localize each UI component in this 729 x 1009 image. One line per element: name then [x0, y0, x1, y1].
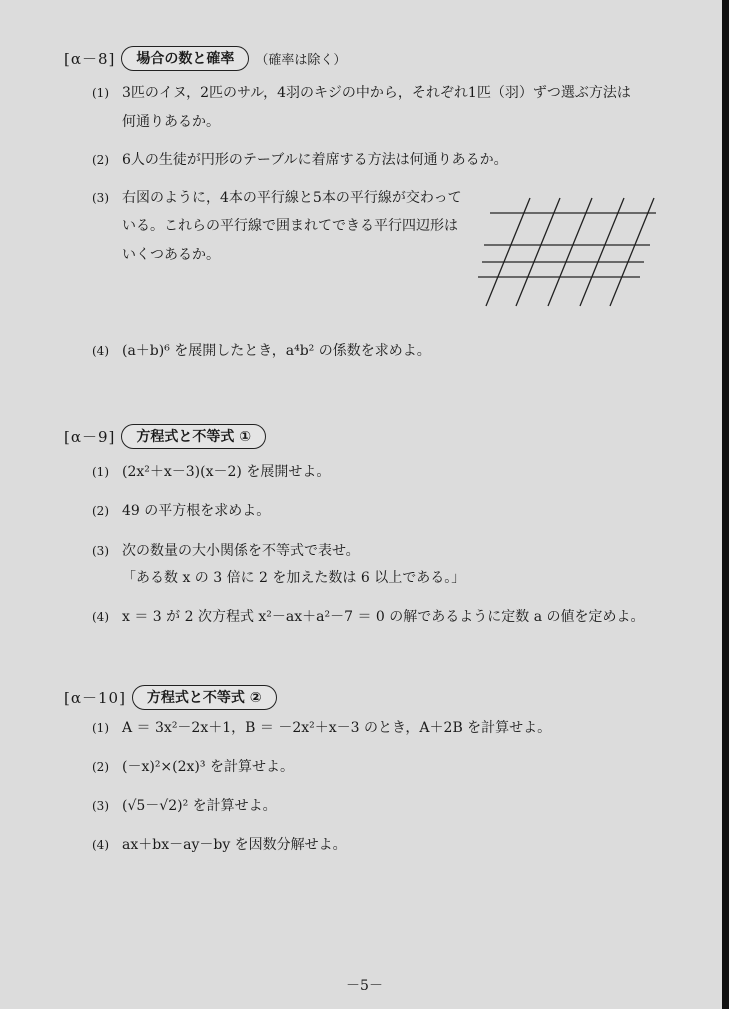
slanted-line	[516, 198, 560, 306]
question-text: 右図のように，4本の平行線と5本の平行線が交わって	[122, 190, 462, 206]
question	[92, 500, 270, 520]
question-number: (3)	[92, 191, 109, 205]
question-text: A ＝ 3x²－2x＋1，B ＝ －2x²＋x－3 のとき，A＋2B を計算せよ。	[122, 720, 552, 736]
slanted-line	[486, 198, 530, 306]
question-text-continued: いる。これらの平行線で囲まれてできる平行四辺形は	[122, 218, 458, 234]
question	[92, 82, 631, 102]
question	[92, 756, 294, 776]
question-text: (a＋b)⁶ を展開したとき，a⁴b² の係数を求めよ。	[122, 343, 431, 359]
question	[92, 795, 277, 815]
question-number: (2)	[92, 504, 109, 518]
question	[92, 540, 360, 560]
section-note: （確率は除く）	[255, 53, 347, 68]
section-heading	[64, 685, 277, 710]
question-number: (1)	[92, 721, 109, 735]
question-text: ax＋bx－ay－by を因数分解せよ。	[122, 837, 347, 853]
question-number: (2)	[92, 153, 109, 167]
section-code: [α－10]	[64, 689, 126, 707]
question-text: 49 の平方根を求めよ。	[122, 503, 271, 519]
slanted-line	[548, 198, 592, 306]
question-text: (2x²＋x－3)(x－2) を展開せよ。	[122, 464, 331, 480]
section-code: [α－8]	[64, 50, 116, 68]
question-number: (2)	[92, 760, 109, 774]
question-text: (√5－√2)² を計算せよ。	[122, 798, 277, 814]
question-number: (3)	[92, 544, 109, 558]
section-title: 場合の数と確率	[121, 46, 249, 71]
question-number: (4)	[92, 838, 109, 852]
question-number: (3)	[92, 799, 109, 813]
page-number: －5－	[346, 978, 383, 994]
question-text: (－x)²×(2x)³ を計算せよ。	[122, 759, 294, 775]
page-edge	[722, 0, 729, 1009]
question-text-continued: 何通りあるか。	[122, 114, 220, 130]
question	[92, 340, 431, 360]
question-number: (4)	[92, 610, 109, 624]
question	[92, 149, 508, 169]
section-title: 方程式と不等式 ②	[132, 685, 277, 710]
question-text: 3匹のイヌ，2匹のサル，4羽のキジの中から，それぞれ1匹（羽）ずつ選ぶ方法は	[122, 85, 631, 101]
slanted-line	[610, 198, 654, 306]
question	[92, 834, 347, 854]
question-text-continued: いくつあるか。	[122, 247, 220, 263]
question-text-continued: 「ある数 x の 3 倍に 2 を加えた数は 6 以上である。」	[122, 570, 466, 586]
section-heading	[64, 424, 266, 449]
parallel-lines-figure	[474, 196, 664, 310]
question-number: (1)	[92, 86, 109, 100]
slanted-line	[580, 198, 624, 306]
question-number: (4)	[92, 344, 109, 358]
section-heading	[64, 46, 346, 71]
section-title: 方程式と不等式 ①	[121, 424, 266, 449]
question-text: x ＝ 3 が 2 次方程式 x²－ax＋a²－7 ＝ 0 の解であるように定数 a の値を定めよ。	[122, 609, 645, 625]
question-number: (1)	[92, 465, 109, 479]
question	[92, 606, 645, 626]
question-text: 次の数量の大小関係を不等式で表せ。	[122, 543, 360, 559]
question	[92, 717, 551, 737]
question	[92, 461, 330, 481]
section-code: [α－9]	[64, 428, 116, 446]
question-text: 6人の生徒が円形のテーブルに着席する方法は何通りあるか。	[122, 152, 508, 168]
question	[92, 187, 462, 207]
